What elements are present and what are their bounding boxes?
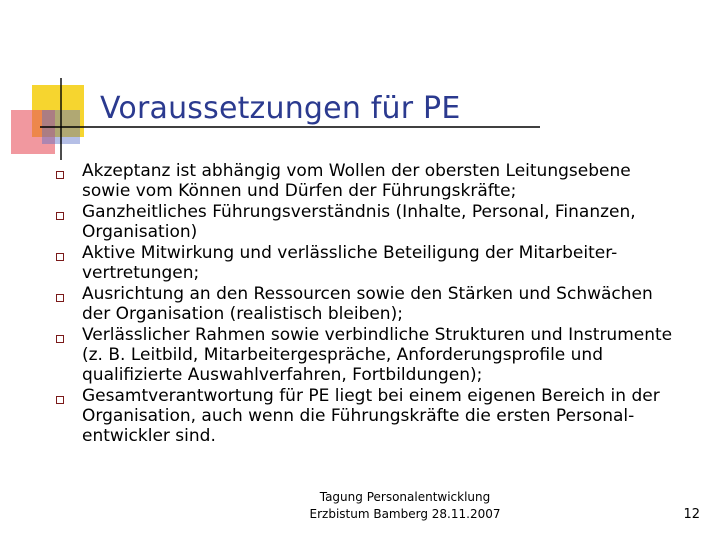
square-bullet-icon bbox=[56, 396, 64, 404]
bullet-line: qualifizierte Auswahlverfahren, Fortbildungen); bbox=[82, 365, 483, 385]
square-bullet-icon bbox=[56, 171, 64, 179]
bullet-line: der Organisation (realistisch bleiben); bbox=[82, 304, 403, 324]
bullet-line: Aktive Mitwirkung und verlässliche Beteiligung der Mitarbeiter- bbox=[82, 243, 618, 263]
square-bullet-icon bbox=[56, 335, 64, 343]
bullet-item bbox=[56, 202, 696, 242]
page-number: 12 bbox=[683, 507, 700, 522]
bullet-item bbox=[56, 284, 696, 324]
square-bullet-icon bbox=[56, 253, 64, 261]
bullet-item bbox=[56, 325, 696, 385]
bullet-item bbox=[56, 161, 696, 201]
bullet-line: vertretungen; bbox=[82, 263, 200, 283]
footer-line-2: Erzbistum Bamberg 28.11.2007 bbox=[309, 507, 501, 521]
bullet-list bbox=[56, 161, 696, 447]
bullet-item bbox=[56, 386, 696, 446]
bullet-line: sowie vom Können und Dürfen der Führungskräfte; bbox=[82, 181, 517, 201]
bullet-item bbox=[56, 243, 696, 283]
slide-title: Voraussetzungen für PE bbox=[100, 91, 461, 126]
bullet-line: entwickler sind. bbox=[82, 426, 216, 446]
square-bullet-icon bbox=[56, 294, 64, 302]
bullet-line: Ausrichtung an den Ressourcen sowie den Stärken und Schwächen bbox=[82, 284, 653, 304]
bullet-line: Organisation) bbox=[82, 222, 198, 242]
bullet-line: Akzeptanz ist abhängig vom Wollen der obersten Leitungsebene bbox=[82, 161, 631, 181]
bullet-line: (z. B. Leitbild, Mitarbeitergespräche, Anforderungsprofile und bbox=[82, 345, 603, 365]
bullet-line: Verlässlicher Rahmen sowie verbindliche Strukturen und Instrumente bbox=[82, 325, 673, 345]
bullet-line: Ganzheitliches Führungsverständnis (Inhalte, Personal, Finanzen, bbox=[82, 202, 636, 222]
slide-footer bbox=[290, 489, 520, 523]
footer-line-1: Tagung Personalentwicklung bbox=[319, 490, 491, 504]
bullet-line: Gesamtverantwortung für PE liegt bei einem eigenen Bereich in der bbox=[82, 386, 660, 406]
bullet-line: Organisation, auch wenn die Führungskräfte die ersten Personal- bbox=[82, 406, 635, 426]
square-bullet-icon bbox=[56, 212, 64, 220]
